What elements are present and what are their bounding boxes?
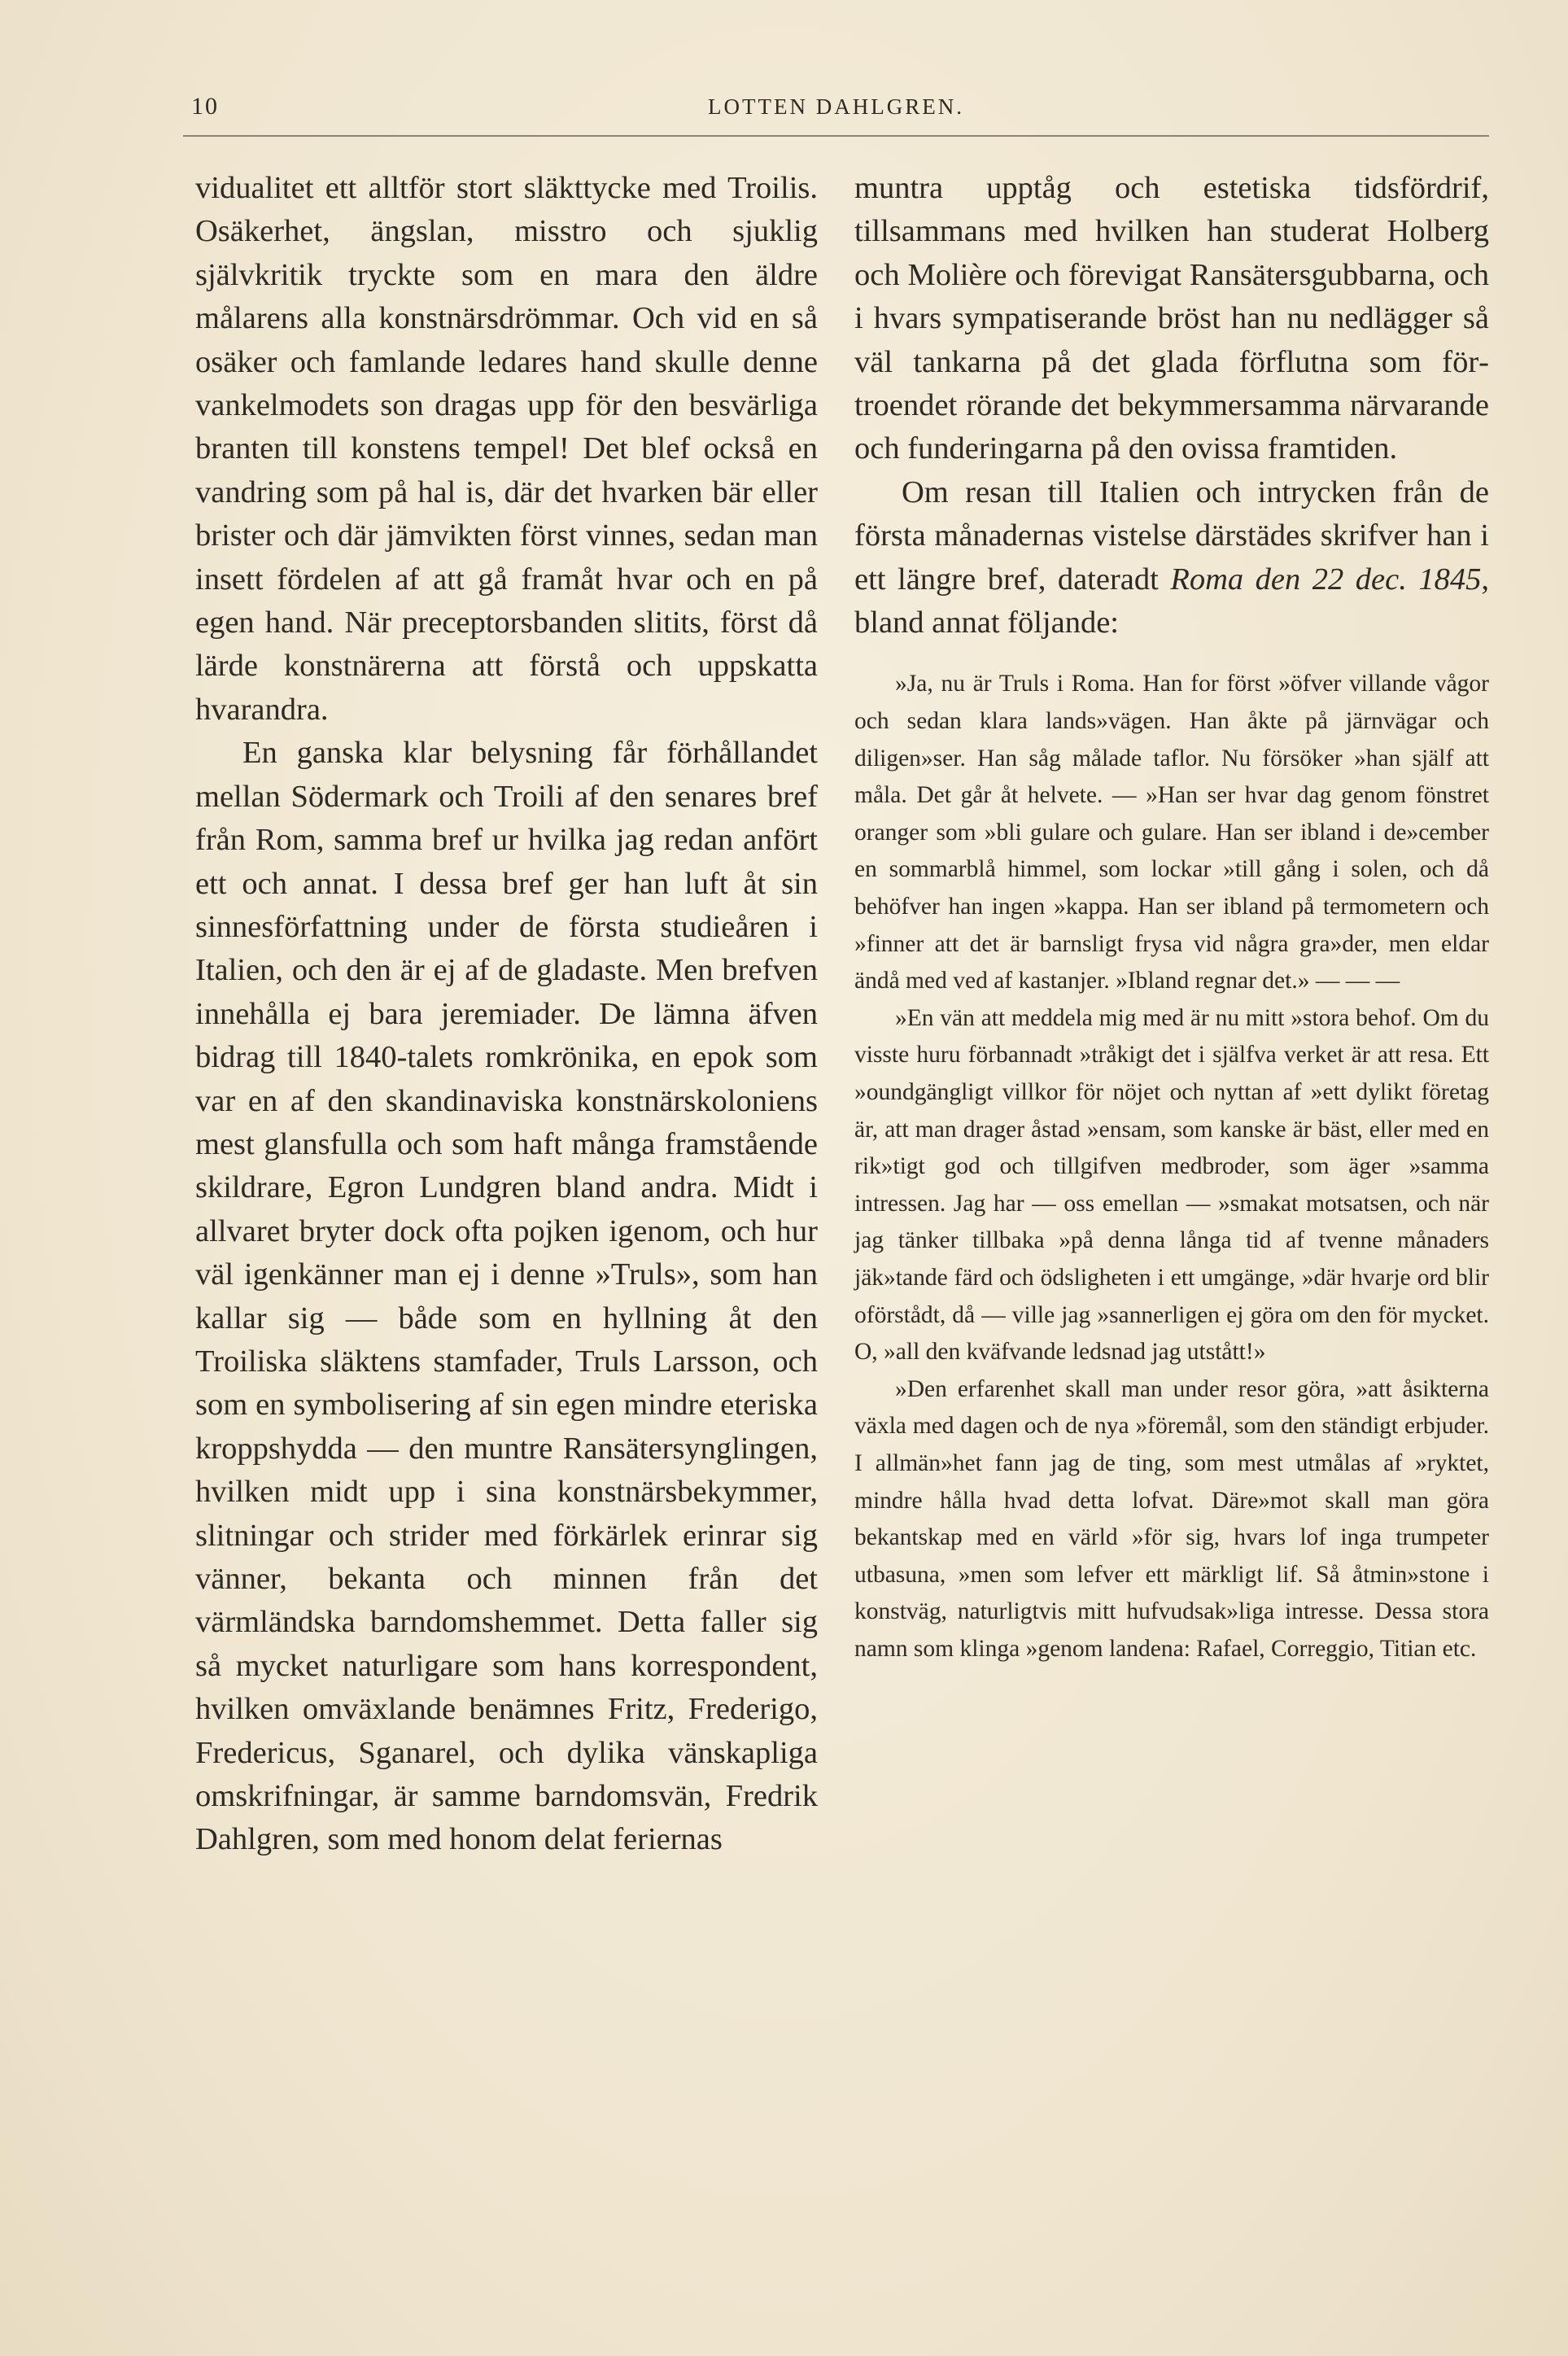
left-column — [195, 167, 818, 1862]
paragraph: vidualitet ett alltför stort släkttycke med Troilis. Osäkerhet, ängslan, misstro och sjuklig självkritik tryckte som en mara den äldre målarens alla konstnärsdrömmar. Och vid en så osäker och famlande ledares hand skulle denne vankelmodets son dragas upp för den besvärliga branten till konstens tempel! Det blef också en vandring som på hal is, där det hvarken bär eller brister och där jämvikten först vinnes, sedan man insett fördelen af att gå framåt hvar och en på egen hand. När preceptorsbanden slitits, först då lärde konstnärerna att förstå och uppskatta hvarandra. — [195, 171, 818, 727]
page-header — [183, 90, 1489, 130]
quote-paragraph: »Den erfarenhet skall man under resor göra, »att åsikterna växla med dagen och de nya »föremål, som den ständigt erbjuder. I allmän»het fann jag de ting, som mest utmålas af »ryktet, mindre hålla hvad detta lofvat. Däre»mot skall man göra bekantskap med en värld »för sig, hvars lof inga trumpeter utbasuna, »men som lefver ett märkligt lif. Så åtmin»stone i konstväg, naturligtvis mitt hufvudsak»liga intresse. Dessa stora namn som klinga »genom landena: Rafael, Correggio, Titian etc. — [854, 1375, 1489, 1662]
paragraph: muntra upptåg och estetiska tidsfördrif, tillsammans med hvilken han studerat Holberg och Molière och förevigat Ransätersgubbarna, och i hvars sympatiserande bröst han nu nedlägger så väl tankarna på det glada förflutna som förtroendet rörande det bekymmersamma närvarande och funderingarna på den ovissa framtiden. — [854, 171, 1489, 466]
paragraph — [854, 471, 1489, 645]
paragraph: En ganska klar belysning får förhållandet mellan Södermark och Troili af den senares bref från Rom, samma bref ur hvilka jag redan anfört ett och annat. I dessa bref ger han luft åt sin sinnesförfattning under de första studieåren i Italien, och den är ej af de gladaste. Men brefven innehålla ej bara jeremiader. De lämna äfven bidrag till 1840-talets romkrönika, en epok som var en af den skandinaviska konstnärskoloniens mest glansfulla och som haft många framstående skildrare, Egron Lundgren bland andra. Midt i allvaret bryter dock ofta pojken igenom, och hur väl igenkänner man ej i denne »Truls», som han kallar sig — både som en hyllning åt den Troiliska släktens stamfader, Truls Larsson, och som en symbolisering af sin egen mindre eteriska kroppshydda — den muntre Ransätersynglingen, hvilken midt upp i sina konstnärsbekymmer, slitningar och strider med förkärlek erinrar sig vänner, bekanta och minnen från det värmländska barndomshemmet. Detta faller sig så mycket naturligare som hans korrespondent, hvilken omväxlande benämnes Fritz, Frederigo, Fredericus, Sganarel, och dylika vänskapliga omskrifningar, är samme barndomsvän, Fredrik Dahlgren, som med honom delat feriernas — [195, 736, 818, 1857]
letter-date: Roma den 22 dec. 1845 — [1170, 562, 1482, 597]
page-number: 10 — [191, 93, 219, 120]
header-rule — [183, 135, 1489, 137]
letter-quote — [854, 666, 1489, 1668]
quote-paragraph: »Ja, nu är Truls i Roma. Han for först »öfver villande vågor och sedan klara lands»vägen. Han åkte på järnvägar och diligen»ser. Han såg målade taflor. Nu försöker »han själf att måla. Det går åt helvete. — »Han ser hvar dag genom fönstret oranger som »bli gulare och gulare. Han ser ibland i de»cember en sommarblå himmel, som lockar »till gång i solen, och då behöfver han ingen »kappa. Han ser ibland på termometern och »finner att det är barnsligt frysa vid några gra»der, men eldar ändå med ved af kastanjer. »Ibland regnar det.» — — — — [854, 671, 1489, 994]
running-head: LOTTEN DAHLGREN. — [708, 94, 964, 119]
paragraph-text: Om resan till Italien och intrycken från de första månadernas vistelse därstädes skrifver han i ett längre bref, dateradt — [854, 474, 1489, 597]
paragraph-text: , bland annat följande: — [854, 562, 1489, 640]
quote-paragraph: »En vän att meddela mig med är nu mitt »stora behof. Om du visste huru förbannadt »tråkigt det i själfva verket är att resa. Ett »oundgängligt villkor för nöjet och nyttan af »ett dylikt företag är, att man drager åstad »ensam, som kanske är bäst, eller med en rik»tigt god och tillgifven medbroder, som äger »samma intressen. Jag har — oss emellan — »smakat motsatsen, och när jag tänker tillbaka »på denna långa tid af tvenne månaders jäk»tande färd och ödsligheten i ett umgänge, »där hvarje ord blir oförstådt, då — ville jag »sannerligen ej göra om den för mycket. O, »all den kväfvande ledsnad jag utstått!» — [854, 1004, 1489, 1366]
right-column — [854, 167, 1489, 1668]
